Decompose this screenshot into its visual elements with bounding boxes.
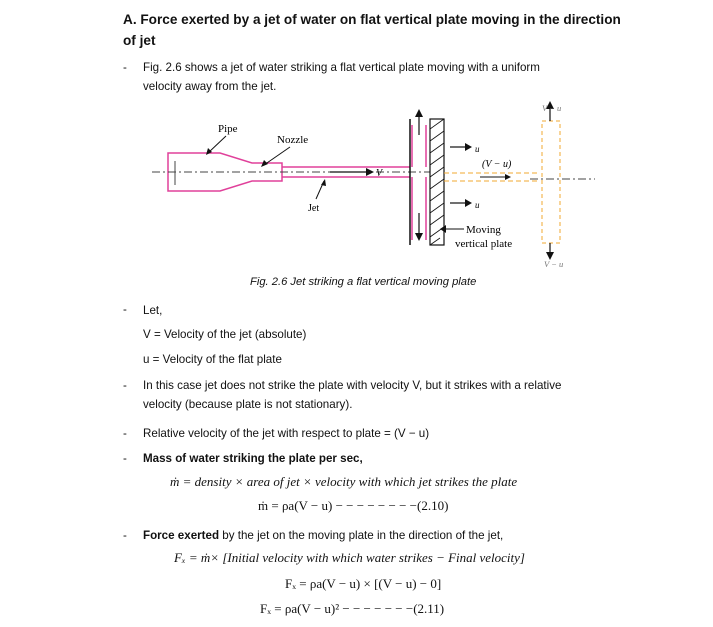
label-vu-top: V − u	[542, 103, 562, 113]
bullet-dash: -	[123, 303, 127, 316]
bullet-dash: -	[123, 61, 127, 74]
label-plate-line2: vertical plate	[455, 238, 513, 250]
label-jet: Jet	[308, 203, 320, 214]
u-arrowhead-top	[465, 143, 472, 151]
label-vu-bottom: V − u	[544, 259, 564, 269]
figure-caption: Fig. 2.6 Jet striking a flat vertical moving plate	[250, 276, 477, 288]
force-heading	[143, 526, 503, 545]
pipe-pointer-head	[206, 148, 212, 155]
force-heading-bold: Force exerted	[143, 529, 220, 542]
mdot-words-eq: ṁ = density × area of jet × velocity with which jet strikes the plate	[170, 474, 518, 489]
label-nozzle: Nozzle	[277, 134, 309, 146]
force-heading-rest: by the jet on the moving plate in the direction of the jet,	[219, 529, 504, 542]
bullet-dash: -	[123, 529, 127, 542]
mass-heading: Mass of water striking the plate per sec,	[143, 452, 363, 465]
mdot-eq: ṁ = ρa(V − u) − − − − − − − −(2.10)	[258, 498, 449, 513]
down-flow-arrowhead	[415, 233, 423, 241]
fx-final-eq: Fₓ = ρa(V − u)² − − − − − − −(2.11)	[260, 601, 445, 616]
v-arrowhead	[366, 168, 374, 176]
u-arrowhead-bottom	[465, 199, 472, 207]
jet-plate-figure	[140, 95, 610, 270]
fx-sub-eq: Fₓ = ρa(V − u) × [(V − u) − 0]	[285, 576, 442, 591]
plate-moved-outline	[542, 121, 560, 243]
section-heading: A. Force exerted by a jet of water on flat vertical plate moving in the direction of jet	[123, 12, 621, 48]
fig-intro-line2: velocity away from the jet.	[143, 80, 277, 93]
relative-arrowhead	[505, 174, 511, 180]
jet-pointer-head	[321, 179, 326, 186]
label-u-top: u	[475, 144, 480, 154]
bullet-dash: -	[123, 452, 127, 465]
fx-words-eq: Fₓ = ṁ× [Initial velocity with which water strikes − Final velocity]	[174, 550, 525, 565]
bullet-dash: -	[123, 427, 127, 440]
relative-line1: In this case jet does not strike the plate with velocity V, but it strikes with a relative	[143, 379, 562, 392]
u-definition: u = Velocity of the flat plate	[143, 353, 282, 366]
relative-velocity: Relative velocity of the jet with respect to plate = (V − u)	[143, 427, 430, 440]
plate-hatched	[430, 119, 444, 245]
fig-intro-line1: Fig. 2.6 shows a jet of water striking a flat vertical plate moving with a uniform	[143, 61, 540, 74]
relative-line2: velocity (because plate is not stationary).	[143, 398, 353, 411]
bullet-dash: -	[123, 379, 127, 392]
label-u-bottom: u	[475, 200, 480, 210]
label-v-minus-u: (V − u)	[482, 159, 512, 170]
let-text: Let,	[143, 304, 163, 317]
label-pipe: Pipe	[218, 123, 238, 135]
up-flow-arrowhead	[415, 109, 423, 117]
pipe-pointer	[208, 136, 226, 153]
label-plate-line1: Moving	[466, 224, 501, 236]
label-v: V	[376, 168, 383, 179]
v-definition: V = Velocity of the jet (absolute)	[143, 328, 307, 341]
